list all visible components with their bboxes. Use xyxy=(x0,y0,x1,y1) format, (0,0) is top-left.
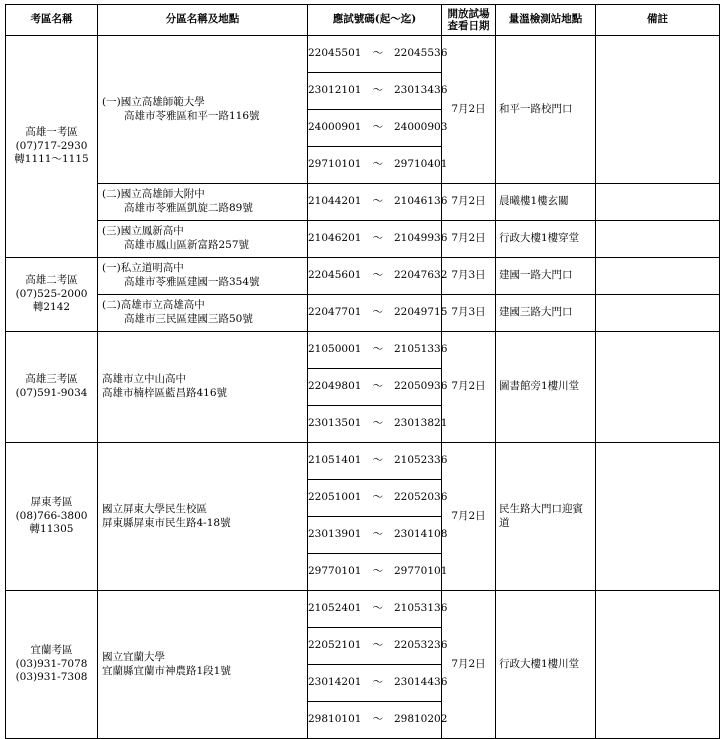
note-cell xyxy=(596,258,720,295)
number-range-cell xyxy=(308,147,448,184)
header-temp-station: 量溫檢測站地點 xyxy=(496,5,596,36)
range-start: 21050001 xyxy=(308,343,362,356)
range-separator: ～ xyxy=(372,454,383,467)
range-end: 23013436 xyxy=(393,84,448,97)
note-cell xyxy=(596,591,720,739)
number-range-cell xyxy=(308,110,448,147)
range-separator: ～ xyxy=(372,602,383,615)
table-row xyxy=(6,443,720,480)
range-end: 21049936 xyxy=(393,232,448,245)
range-start: 22047701 xyxy=(308,306,362,319)
table-row xyxy=(6,332,720,369)
view-date-cell: 7月2日 xyxy=(442,36,496,184)
table-row xyxy=(6,258,720,295)
number-range-cell xyxy=(308,406,448,443)
range-end: 22052036 xyxy=(393,491,448,504)
range-separator: ～ xyxy=(372,565,383,578)
range-start: 21052401 xyxy=(308,602,362,615)
number-range-cell xyxy=(308,628,448,665)
range-start: 22051001 xyxy=(308,491,362,504)
range-start: 21046201 xyxy=(308,232,362,245)
area-line: 轉1111～1115 xyxy=(14,153,89,166)
area-cell xyxy=(6,258,98,332)
table-row xyxy=(6,184,720,221)
site-name: (一)國立高雄師範大學 xyxy=(102,95,205,108)
header-view-date-line2: 查看日期 xyxy=(447,20,490,32)
note-cell xyxy=(596,443,720,591)
number-range-cell xyxy=(308,665,448,702)
range-end: 23013821 xyxy=(393,417,448,430)
range-end: 21051336 xyxy=(393,343,448,356)
area-line: (03)931-7308 xyxy=(15,671,88,684)
table-body xyxy=(6,36,720,739)
header-row xyxy=(6,5,720,36)
site-name: (一)私立道明高中 xyxy=(102,262,184,275)
number-range-cell xyxy=(308,332,448,369)
range-separator: ～ xyxy=(372,639,383,652)
header-site: 分區名稱及地點 xyxy=(98,5,308,36)
site-name: 高雄市立中山高中 xyxy=(102,373,186,386)
view-date-cell: 7月2日 xyxy=(442,443,496,591)
temp-station-cell: 和平一路校門口 xyxy=(496,36,596,184)
range-end: 29810202 xyxy=(393,713,448,726)
area-line: 轉2142 xyxy=(32,301,71,314)
number-range-cell xyxy=(308,591,448,628)
note-cell xyxy=(596,184,720,221)
area-line: 高雄一考區 xyxy=(25,126,78,139)
range-end: 21046136 xyxy=(393,195,448,208)
range-end: 23014436 xyxy=(393,676,448,689)
temp-station-cell: 民生路大門口迎賓道 xyxy=(496,443,596,591)
range-end: 29770101 xyxy=(393,565,448,578)
range-separator: ～ xyxy=(372,84,383,97)
site-cell xyxy=(98,332,308,443)
area-line: (07)717-2930 xyxy=(15,139,88,152)
number-range-cell xyxy=(308,702,448,739)
area-line: (03)931-7078 xyxy=(15,657,88,670)
view-date-cell: 7月2日 xyxy=(442,332,496,443)
site-cell xyxy=(98,258,308,295)
header-area: 考區名稱 xyxy=(6,5,98,36)
range-end: 29710401 xyxy=(393,158,448,171)
site-name: (三)國立鳳新高中 xyxy=(102,225,184,238)
range-end: 22047632 xyxy=(393,269,448,282)
area-line: (07)591-9034 xyxy=(15,387,88,399)
header-numbers: 應試號碼(起～迄) xyxy=(308,5,442,36)
range-end: 22049715 xyxy=(393,306,448,319)
area-line: (07)525-2000 xyxy=(15,287,88,300)
table-row xyxy=(6,36,720,73)
range-start: 22045501 xyxy=(308,47,362,60)
area-line: 宜蘭考區 xyxy=(30,644,73,657)
range-separator: ～ xyxy=(372,528,383,541)
range-start: 29770101 xyxy=(308,565,362,578)
range-end: 21053136 xyxy=(393,602,448,615)
number-range-cell xyxy=(308,554,448,591)
number-range-cell xyxy=(308,443,448,480)
temp-station-cell: 建國三路大門口 xyxy=(496,295,596,332)
view-date-cell: 7月2日 xyxy=(442,221,496,258)
site-address: 高雄市三民區建國三路50號 xyxy=(124,313,253,325)
site-cell xyxy=(98,443,308,591)
site-address: 高雄市鳳山區新富路257號 xyxy=(124,239,250,251)
header-view-date-line1: 開放試場 xyxy=(447,7,490,20)
site-cell xyxy=(98,295,308,332)
site-address: 高雄市楠梓區藍昌路416號 xyxy=(102,387,228,399)
range-start: 23013901 xyxy=(308,528,362,541)
range-start: 24000901 xyxy=(308,121,362,134)
number-range-cell xyxy=(308,480,448,517)
number-range-cell xyxy=(308,36,448,73)
area-cell xyxy=(6,36,98,258)
range-separator: ～ xyxy=(372,491,383,504)
number-range-cell xyxy=(308,295,448,332)
site-cell xyxy=(98,36,308,184)
range-start: 23014201 xyxy=(308,676,362,689)
range-separator: ～ xyxy=(372,195,383,208)
temp-station-cell: 圖書館旁1樓川堂 xyxy=(496,332,596,443)
range-separator: ～ xyxy=(372,343,383,356)
site-address: 高雄市苓雅區建國一路354號 xyxy=(124,276,260,288)
area-cell xyxy=(6,591,98,739)
area-line: 轉11305 xyxy=(29,523,74,536)
site-address: 屏東縣屏東市民生路4-18號 xyxy=(102,516,231,529)
site-address: 宜蘭縣宜蘭市神農路1段1號 xyxy=(102,664,231,677)
number-range-cell xyxy=(308,184,448,221)
note-cell xyxy=(596,36,720,184)
range-start: 29810101 xyxy=(308,713,362,726)
exam-site-table xyxy=(5,4,720,739)
area-line: 高雄二考區 xyxy=(25,274,78,287)
temp-station-cell: 建國一路大門口 xyxy=(496,258,596,295)
range-start: 21051401 xyxy=(308,454,362,467)
range-separator: ～ xyxy=(372,306,383,319)
site-cell xyxy=(98,184,308,221)
range-separator: ～ xyxy=(372,417,383,430)
range-separator: ～ xyxy=(372,232,383,245)
range-start: 21044201 xyxy=(308,195,362,208)
table-row xyxy=(6,591,720,628)
view-date-cell: 7月2日 xyxy=(442,591,496,739)
header-view-date xyxy=(442,5,496,36)
area-line: 屏東考區 xyxy=(30,496,73,509)
number-range-cell xyxy=(308,221,448,258)
temp-station-cell: 晨曦樓1樓玄關 xyxy=(496,184,596,221)
area-line: (08)766-3800 xyxy=(15,509,88,522)
temp-station-cell: 行政大樓1樓川堂 xyxy=(496,591,596,739)
number-range-cell xyxy=(308,258,448,295)
view-date-cell: 7月3日 xyxy=(442,295,496,332)
range-separator: ～ xyxy=(372,158,383,171)
number-range-cell xyxy=(308,73,448,110)
range-end: 24000903 xyxy=(393,121,448,134)
range-separator: ～ xyxy=(372,713,383,726)
site-cell xyxy=(98,221,308,258)
view-date-cell: 7月2日 xyxy=(442,184,496,221)
range-separator: ～ xyxy=(372,121,383,134)
note-cell xyxy=(596,221,720,258)
range-separator: ～ xyxy=(372,269,383,282)
site-cell xyxy=(98,591,308,739)
site-name: (二)高雄市立高雄高中 xyxy=(102,299,205,312)
site-name: 國立宜蘭大學 xyxy=(102,650,165,663)
range-separator: ～ xyxy=(372,676,383,689)
area-line: 高雄三考區 xyxy=(25,373,78,386)
number-range-cell xyxy=(308,517,448,554)
range-start: 29710101 xyxy=(308,158,362,171)
range-start: 23013501 xyxy=(308,417,362,430)
range-end: 22045536 xyxy=(393,47,448,60)
range-start: 22052101 xyxy=(308,639,362,652)
range-start: 22045601 xyxy=(308,269,362,282)
range-end: 21052336 xyxy=(393,454,448,467)
area-cell xyxy=(6,332,98,443)
range-end: 22053236 xyxy=(393,639,448,652)
note-cell xyxy=(596,332,720,443)
table-row xyxy=(6,295,720,332)
range-end: 22050936 xyxy=(393,380,448,393)
range-separator: ～ xyxy=(372,47,383,60)
site-address: 高雄市苓雅區和平一路116號 xyxy=(124,109,260,122)
note-cell xyxy=(596,295,720,332)
range-end: 23014108 xyxy=(393,528,448,541)
view-date-cell: 7月3日 xyxy=(442,258,496,295)
site-address: 高雄市苓雅區凱旋二路89號 xyxy=(124,202,253,214)
range-start: 22049801 xyxy=(308,380,362,393)
site-name: 國立屏東大學民生校區 xyxy=(102,502,207,515)
header-note: 備註 xyxy=(596,5,720,36)
area-cell xyxy=(6,443,98,591)
number-range-cell xyxy=(308,369,448,406)
range-start: 23012101 xyxy=(308,84,362,97)
range-separator: ～ xyxy=(372,380,383,393)
site-name: (二)國立高雄師大附中 xyxy=(102,188,205,201)
table-row xyxy=(6,221,720,258)
temp-station-cell: 行政大樓1樓穿堂 xyxy=(496,221,596,258)
